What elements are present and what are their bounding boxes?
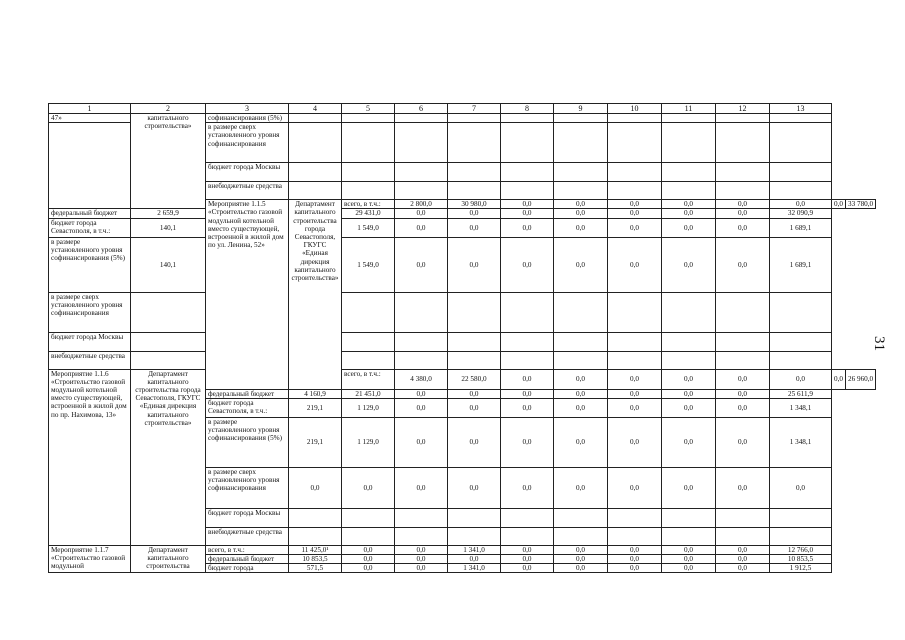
year-value-cell: 0,0 — [662, 389, 716, 398]
total-value-cell: 1 912,5 — [770, 564, 832, 573]
year-value-cell — [554, 163, 608, 182]
year-value-cell — [448, 508, 501, 527]
total-value-cell: 12 766,0 — [770, 545, 832, 554]
budget-table — [48, 103, 876, 573]
column-number-header: 9 — [554, 104, 608, 114]
year-value-cell: 0,0 — [501, 417, 554, 467]
funding-source-cell: в размере установленного уровня софинансирования (5%) — [206, 417, 289, 467]
year-value-cell: 0,0 — [554, 389, 608, 398]
table-row — [49, 369, 876, 389]
year-value-cell — [342, 182, 395, 200]
year-value-cell: 1 129,0 — [342, 398, 395, 417]
column-number-header: 3 — [206, 104, 289, 114]
total-value-cell: 10 853,5 — [770, 555, 832, 564]
year-value-cell: 1 549,0 — [342, 237, 395, 292]
total-value-cell — [770, 351, 832, 369]
table-row — [49, 332, 876, 351]
year-value-cell — [554, 332, 608, 351]
year-value-cell: 0,0 — [662, 545, 716, 554]
table-row — [49, 218, 876, 237]
total-value-cell: 1 348,1 — [770, 398, 832, 417]
year-value-cell: 0,0 — [662, 467, 716, 508]
year-value-cell: 0,0 — [448, 555, 501, 564]
year-value-cell: 0,0 — [448, 467, 501, 508]
year-value-cell — [289, 163, 342, 182]
year-value-cell — [131, 332, 206, 351]
year-value-cell: 0,0 — [501, 369, 554, 389]
year-value-cell: 0,0 — [448, 398, 501, 417]
table-row — [49, 545, 876, 554]
year-value-cell — [554, 527, 608, 545]
year-value-cell — [395, 292, 448, 332]
year-value-cell: 0,0 — [554, 417, 608, 467]
column-number-header: 8 — [501, 104, 554, 114]
year-value-cell: 22 580,0 — [448, 369, 501, 389]
year-value-cell — [608, 292, 662, 332]
funding-source-cell: в размере сверх установленного уровня софинансирования — [206, 123, 289, 163]
page-number: 31 — [871, 336, 887, 351]
year-value-cell: 0,0 — [662, 398, 716, 417]
year-value-cell: 0,0 — [395, 467, 448, 508]
year-value-cell — [716, 292, 770, 332]
year-value-cell — [554, 182, 608, 200]
year-value-cell — [662, 508, 716, 527]
year-value-cell: 0,0 — [501, 218, 554, 237]
funding-source-cell: бюджет города Севастополя, в т.ч.: — [206, 398, 289, 417]
year-value-cell — [342, 123, 395, 163]
total-value-cell — [770, 182, 832, 200]
year-value-cell: 0,0 — [554, 545, 608, 554]
total-value-cell: 1 689,1 — [770, 218, 832, 237]
year-value-cell: 0,0 — [716, 545, 770, 554]
year-value-cell: 2 659,9 — [131, 209, 206, 218]
year-value-cell: 140,1 — [131, 237, 206, 292]
year-value-cell: 0,0 — [662, 218, 716, 237]
year-value-cell — [448, 527, 501, 545]
total-value-cell — [770, 292, 832, 332]
year-value-cell: 30 980,0 — [448, 200, 501, 209]
year-value-cell: 0,0 — [448, 389, 501, 398]
funding-source-cell: бюджет города Москвы — [206, 163, 289, 182]
year-value-cell: 0,0 — [716, 389, 770, 398]
year-value-cell: 0,0 — [501, 564, 554, 573]
column-number-header: 12 — [716, 104, 770, 114]
year-value-cell: 1 341,0 — [448, 564, 501, 573]
activity-name-cell: Мероприятие 1.1.7 «Строительство газовой модульной — [49, 545, 131, 573]
year-value-cell: 0,0 — [608, 417, 662, 467]
year-value-cell — [554, 508, 608, 527]
year-value-cell: 0,0 — [501, 555, 554, 564]
year-value-cell: 0,0 — [395, 209, 448, 218]
year-value-cell: 0,0 — [395, 555, 448, 564]
year-value-cell: 4 160,9 — [289, 389, 342, 398]
year-value-cell: 0,0 — [395, 398, 448, 417]
year-value-cell: 0,0 — [289, 467, 342, 508]
year-value-cell — [395, 123, 448, 163]
year-value-cell: 0,0 — [716, 555, 770, 564]
year-value-cell: 0,0 — [608, 555, 662, 564]
year-value-cell — [395, 114, 448, 123]
year-value-cell: 0,0 — [342, 564, 395, 573]
funding-source-cell: всего, в т.ч.: — [342, 200, 395, 209]
year-value-cell: 0,0 — [448, 237, 501, 292]
year-value-cell — [554, 114, 608, 123]
year-value-cell: 21 451,0 — [342, 389, 395, 398]
column-number-header: 13 — [770, 104, 832, 114]
column-number-header: 11 — [662, 104, 716, 114]
year-value-cell: 1 129,0 — [342, 417, 395, 467]
year-value-cell: 0,0 — [662, 555, 716, 564]
year-value-cell: 0,0 — [395, 389, 448, 398]
year-value-cell — [662, 123, 716, 163]
total-value-cell: 26 960,0 — [845, 369, 875, 389]
column-number-header: 4 — [289, 104, 342, 114]
year-value-cell — [716, 508, 770, 527]
year-value-cell: 0,0 — [770, 200, 832, 209]
year-value-cell: 219,1 — [289, 417, 342, 467]
year-value-cell: 0,0 — [395, 545, 448, 554]
year-value-cell — [289, 508, 342, 527]
year-value-cell — [554, 292, 608, 332]
year-value-cell: 0,0 — [608, 467, 662, 508]
executor-cell: Департамент капитального строительства — [131, 545, 206, 573]
year-value-cell: 0,0 — [501, 200, 554, 209]
year-value-cell: 2 800,0 — [395, 200, 448, 209]
year-value-cell: 11 425,0¹ — [289, 545, 342, 554]
activity-name-cell: Мероприятие 1.1.6 «Строительство газовой модульной котельной вместо существующей, встроенной в жилой дом по пр. Нахимова, 13» — [49, 369, 131, 545]
funding-source-cell: бюджет города Москвы — [206, 508, 289, 527]
year-value-cell: 0,0 — [342, 555, 395, 564]
year-value-cell: 0,0 — [501, 237, 554, 292]
year-value-cell: 0,0 — [501, 209, 554, 218]
funding-source-cell: внебюджетные средства — [206, 182, 289, 200]
year-value-cell: 0,0 — [662, 237, 716, 292]
year-value-cell — [608, 332, 662, 351]
activity-name-cell — [49, 123, 131, 209]
year-value-cell — [448, 123, 501, 163]
year-value-cell — [662, 114, 716, 123]
table-row — [49, 209, 876, 218]
year-value-cell — [131, 292, 206, 332]
year-value-cell — [554, 351, 608, 369]
year-value-cell — [342, 292, 395, 332]
year-value-cell — [608, 351, 662, 369]
total-value-cell — [770, 332, 832, 351]
table-row — [49, 114, 876, 123]
total-value-cell: 25 611,9 — [770, 389, 832, 398]
header-row — [49, 104, 876, 114]
year-value-cell — [342, 527, 395, 545]
year-value-cell — [501, 527, 554, 545]
funding-source-cell: бюджет города — [206, 564, 289, 573]
year-value-cell — [608, 114, 662, 123]
year-value-cell — [662, 163, 716, 182]
year-value-cell: 0,0 — [554, 200, 608, 209]
year-value-cell: 219,1 — [289, 398, 342, 417]
year-value-cell — [501, 182, 554, 200]
year-value-cell: 0,0 — [395, 564, 448, 573]
year-value-cell: 0,0 — [608, 545, 662, 554]
year-value-cell — [716, 332, 770, 351]
year-value-cell: 0,0 — [554, 237, 608, 292]
column-number-header: 2 — [131, 104, 206, 114]
table-row — [49, 237, 876, 292]
column-number-header: 7 — [448, 104, 501, 114]
year-value-cell — [289, 182, 342, 200]
year-value-cell: 4 380,0 — [395, 369, 448, 389]
year-value-cell: 0,0 — [608, 369, 662, 389]
total-value-cell: 33 780,0 — [845, 200, 875, 209]
year-value-cell: 0,0 — [554, 467, 608, 508]
year-value-cell: 0,0 — [716, 467, 770, 508]
funding-source-cell: внебюджетные средства — [49, 351, 131, 369]
year-value-cell — [716, 527, 770, 545]
year-value-cell: 0,0 — [501, 398, 554, 417]
year-value-cell — [395, 163, 448, 182]
year-value-cell: 0,0 — [716, 218, 770, 237]
year-value-cell: 0,0 — [662, 200, 716, 209]
year-value-cell — [501, 123, 554, 163]
year-value-cell: 0,0 — [608, 398, 662, 417]
year-value-cell — [501, 114, 554, 123]
year-value-cell — [608, 508, 662, 527]
year-value-cell: 0,0 — [554, 398, 608, 417]
year-value-cell — [716, 182, 770, 200]
executor-cell: Департамент капитального строительства города Севастополя, ГКУГС «Единая дирекция капитального строительства» — [131, 369, 206, 545]
year-value-cell: 0,0 — [448, 417, 501, 467]
year-value-cell — [395, 351, 448, 369]
year-value-cell — [448, 292, 501, 332]
year-value-cell — [289, 123, 342, 163]
total-value-cell: 0,0 — [770, 467, 832, 508]
year-value-cell: 0,0 — [554, 218, 608, 237]
year-value-cell — [608, 527, 662, 545]
year-value-cell: 0,0 — [395, 417, 448, 467]
year-value-cell — [342, 508, 395, 527]
year-value-cell: 0,0 — [501, 467, 554, 508]
year-value-cell — [395, 332, 448, 351]
year-value-cell — [501, 508, 554, 527]
year-value-cell: 0,0 — [716, 209, 770, 218]
table-row — [49, 351, 876, 369]
year-value-cell — [716, 351, 770, 369]
year-value-cell — [448, 332, 501, 351]
year-value-cell — [662, 527, 716, 545]
executor-cell: Департамент капитального строительства города Севастополя, ГКУГС «Единая дирекция капитального строительства» — [289, 200, 342, 389]
year-value-cell: 0,0 — [342, 467, 395, 508]
year-value-cell — [448, 351, 501, 369]
column-number-header: 1 — [49, 104, 131, 114]
year-value-cell: 0,0 — [501, 545, 554, 554]
total-value-cell: 1 348,1 — [770, 417, 832, 467]
executor-cell: капитального строительства» — [131, 114, 206, 209]
year-value-cell: 29 431,0 — [342, 209, 395, 218]
year-value-cell — [501, 351, 554, 369]
total-value-cell: 1 689,1 — [770, 237, 832, 292]
table-row — [49, 292, 876, 332]
year-value-cell: 0,0 — [716, 417, 770, 467]
year-value-cell: 0,0 — [608, 389, 662, 398]
year-value-cell: 0,0 — [716, 200, 770, 209]
year-value-cell: 0,0 — [448, 209, 501, 218]
funding-source-cell: всего, в т.ч.: — [206, 545, 289, 554]
year-value-cell — [662, 351, 716, 369]
year-value-cell: 0,0 — [716, 369, 770, 389]
year-value-cell — [608, 182, 662, 200]
funding-source-cell: бюджет города Севастополя, в т.ч.: — [49, 218, 131, 237]
year-value-cell: 0,0 — [662, 369, 716, 389]
year-value-cell — [342, 332, 395, 351]
year-value-cell — [608, 163, 662, 182]
year-value-cell — [501, 292, 554, 332]
total-value-cell — [770, 123, 832, 163]
funding-source-cell: федеральный бюджет — [206, 389, 289, 398]
year-value-cell: 0,0 — [716, 564, 770, 573]
year-value-cell — [448, 182, 501, 200]
year-value-cell: 0,0 — [554, 209, 608, 218]
year-value-cell — [342, 163, 395, 182]
funding-source-cell: федеральный бюджет — [49, 209, 131, 218]
year-value-cell — [342, 351, 395, 369]
year-value-cell: 0,0 — [342, 545, 395, 554]
funding-source-cell: в размере сверх установленного уровня софинансирования — [49, 292, 131, 332]
year-value-cell: 0,0 — [554, 369, 608, 389]
year-value-cell: 0,0 — [608, 218, 662, 237]
year-value-cell: 0,0 — [608, 200, 662, 209]
year-value-cell: 0,0 — [662, 417, 716, 467]
column-number-header: 10 — [608, 104, 662, 114]
year-value-cell — [289, 114, 342, 123]
year-value-cell — [716, 163, 770, 182]
year-value-cell — [395, 182, 448, 200]
column-number-header: 5 — [342, 104, 395, 114]
year-value-cell — [662, 182, 716, 200]
year-value-cell: 0,0 — [554, 555, 608, 564]
year-value-cell: 0,0 — [832, 200, 846, 209]
total-value-cell — [770, 114, 832, 123]
year-value-cell: 0,0 — [716, 237, 770, 292]
year-value-cell — [342, 114, 395, 123]
year-value-cell: 1 341,0 — [448, 545, 501, 554]
year-value-cell: 0,0 — [608, 564, 662, 573]
year-value-cell — [662, 332, 716, 351]
year-value-cell: 0,0 — [662, 209, 716, 218]
funding-source-cell: всего, в т.ч.: — [342, 369, 395, 389]
year-value-cell: 0,0 — [662, 564, 716, 573]
year-value-cell — [501, 163, 554, 182]
total-value-cell — [770, 508, 832, 527]
year-value-cell: 10 853,5 — [289, 555, 342, 564]
year-value-cell — [501, 332, 554, 351]
year-value-cell — [131, 351, 206, 369]
year-value-cell — [448, 114, 501, 123]
column-number-header: 6 — [395, 104, 448, 114]
activity-name-cell: 47» — [49, 114, 131, 123]
year-value-cell: 571,5 — [289, 564, 342, 573]
year-value-cell — [662, 292, 716, 332]
year-value-cell — [448, 163, 501, 182]
year-value-cell: 1 549,0 — [342, 218, 395, 237]
year-value-cell: 0,0 — [608, 237, 662, 292]
funding-source-cell: в размере установленного уровня софинансирования (5%) — [49, 237, 131, 292]
year-value-cell: 0,0 — [770, 369, 832, 389]
year-value-cell — [289, 527, 342, 545]
year-value-cell: 0,0 — [608, 209, 662, 218]
year-value-cell: 0,0 — [448, 218, 501, 237]
year-value-cell: 0,0 — [501, 389, 554, 398]
year-value-cell: 0,0 — [395, 218, 448, 237]
year-value-cell — [554, 123, 608, 163]
year-value-cell: 0,0 — [832, 369, 846, 389]
total-value-cell: 32 090,9 — [770, 209, 832, 218]
year-value-cell — [716, 114, 770, 123]
total-value-cell — [770, 163, 832, 182]
year-value-cell — [608, 123, 662, 163]
year-value-cell: 0,0 — [554, 564, 608, 573]
year-value-cell: 140,1 — [131, 218, 206, 237]
funding-source-cell: внебюджетные средства — [206, 527, 289, 545]
funding-source-cell: бюджет города Москвы — [49, 332, 131, 351]
total-value-cell — [770, 527, 832, 545]
year-value-cell — [395, 527, 448, 545]
year-value-cell: 0,0 — [716, 398, 770, 417]
funding-source-cell: в размере сверх установленного уровня софинансирования — [206, 467, 289, 508]
year-value-cell: 0,0 — [395, 237, 448, 292]
year-value-cell — [395, 508, 448, 527]
year-value-cell — [716, 123, 770, 163]
funding-source-cell: софинансирования (5%) — [206, 114, 289, 123]
funding-source-cell: федеральный бюджет — [206, 555, 289, 564]
activity-name-cell: Мероприятие 1.1.5 «Строительство газовой модульной котельной вместо существующей, встроенной в жилой дом по ул. Ленина, 52» — [206, 200, 289, 389]
